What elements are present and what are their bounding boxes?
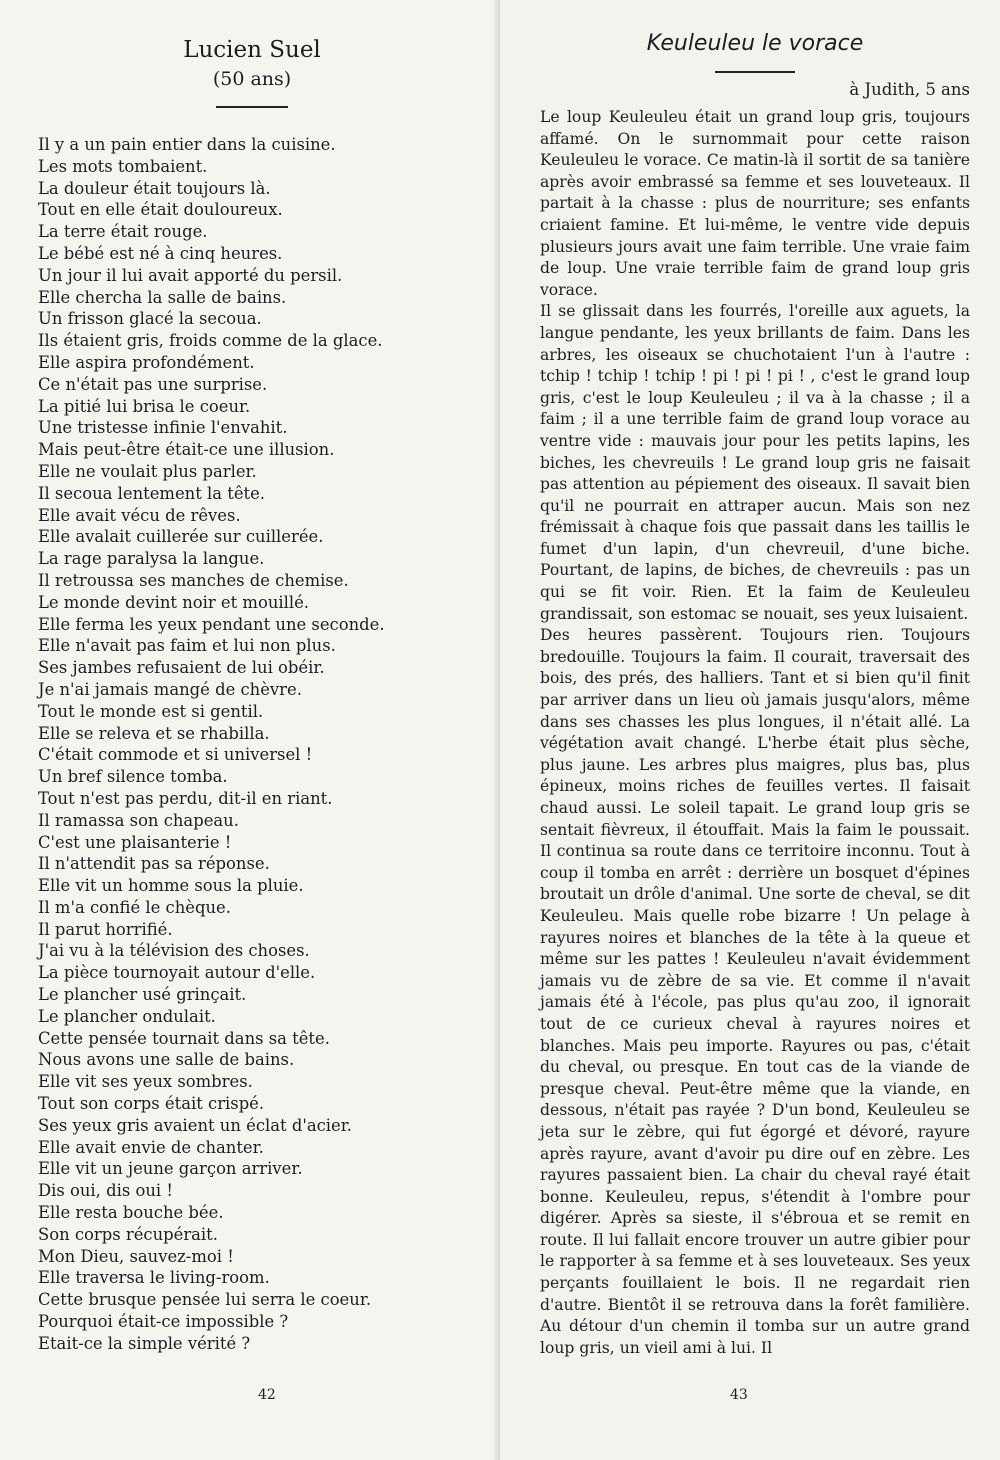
page-number-right: 43 (730, 1387, 748, 1403)
poem-line: Tout le monde est si gentil. (38, 701, 264, 721)
poem-line: Elle ne voulait plus parler. (38, 461, 257, 481)
poem-line: Elle aspira profondément. (38, 352, 255, 372)
poem-line: Je n'ai jamais mangé de chèvre. (38, 679, 302, 699)
poem-line: La rage paralysa la langue. (38, 549, 265, 569)
poem-line: Le plancher usé grinçait. (38, 985, 247, 1005)
poem-line: Son corps récupérait. (38, 1224, 218, 1244)
poem-line: Elle vit un jeune garçon arriver. (38, 1159, 303, 1179)
poem-line: Cette pensée tournait dans sa tête. (38, 1028, 330, 1048)
poem-line: Tout n'est pas perdu, dit-il en riant. (38, 788, 333, 808)
poem-line: Elle se releva et se rhabilla. (38, 723, 270, 743)
poem-line: Elle avalait cuillerée sur cuillerée. (38, 527, 324, 547)
poem-line: La terre était rouge. (38, 222, 208, 242)
poem-line: Elle avait vécu de rêves. (38, 505, 241, 525)
poem-line: Dis oui, dis oui ! (38, 1181, 173, 1201)
poem-line: Elle ferma les yeux pendant une seconde. (38, 614, 385, 634)
poem-line: Elle traversa le living-room. (38, 1268, 270, 1288)
poem-line: Il m'a confié le chèque. (38, 897, 231, 917)
poem-line: C'était commode et si universel ! (38, 745, 313, 765)
poem-line: Elle vit un homme sous la pluie. (38, 876, 304, 896)
dedication: à Judith, 5 ans (849, 80, 970, 99)
page-number-left: 42 (258, 1387, 276, 1403)
poem-line: Elle resta bouche bée. (38, 1203, 224, 1223)
poem-line: Pourquoi était-ce impossible ? (38, 1312, 289, 1332)
poem-line: Il parut horrifié. (38, 919, 173, 939)
poem-line: Les mots tombaient. (38, 156, 208, 176)
title-rule (216, 106, 288, 108)
story-title-rule (715, 71, 795, 73)
poem-line: Un jour il lui avait apporté du persil. (38, 265, 343, 285)
poem-line: Elle n'avait pas faim et lui non plus. (38, 636, 336, 656)
story-paragraph: Il se glissait dans les fourrés, l'oreille aux aguets, la langue pendante, les yeux brillants de faim. Dans les arbres, les oiseaux se chuchotaient l'un à l'autre : tchip ! tchip ! tchip ! pi ! pi ! pi ! , c'est le grand loup gris, c'est le loup Keuleuleu ; il va à la chasse ; il a faim ; il a une terrible faim de grand loup vorace au ventre vide : mauvais jour pour les petits lapins, les biches, les chevreuils ! Le grand loup gris ne faisait pas attention au pépiement des oiseaux. Il savait bien qu'il ne pourrait en attraper aucun. Mais son nez frémissait à chaque fois que passait dans les taillis le fumet d'un lapin, d'un chevreuil, d'une biche. Pourtant, de lapins, de biches, de chevreuils : pas un qui se fit voir. Rien. Et la faim de Keuleuleu grandissait, son estomac se nouait, ses yeux luisaient. (540, 302, 970, 623)
poem-line: Un bref silence tomba. (38, 767, 228, 787)
poem-line: Ce n'était pas une surprise. (38, 374, 268, 394)
poem-line: Mais peut-être était-ce une illusion. (38, 440, 335, 460)
poem-line: Le monde devint noir et mouillé. (38, 592, 310, 612)
poem-line: La pièce tournoyait autour d'elle. (38, 963, 316, 983)
poem-line: Elle chercha la salle de bains. (38, 287, 287, 307)
poem-line: Cette brusque pensée lui serra le coeur. (38, 1290, 372, 1310)
poem-line: Une tristesse infinie l'envahit. (38, 418, 288, 438)
poem-line: Il retroussa ses manches de chemise. (38, 570, 349, 590)
poem-line: Ses jambes refusaient de lui obéir. (38, 658, 325, 678)
poem-line: Il n'attendit pas sa réponse. (38, 854, 270, 874)
poem-line: Nous avons une salle de bains. (38, 1050, 295, 1070)
poem-line: Il y a un pain entier dans la cuisine. (38, 135, 336, 154)
story-paragraph: Le loup Keuleuleu était un grand loup gris, toujours affamé. On le surnommait pour cette raison Keuleuleu le vorace. Ce matin-là il sortit de sa tanière après avoir embrassé sa femme et ses louveteaux. Il partait à la chasse : plus de nourriture; ses enfants criaient famine. Et lui-même, le ventre vide depuis plusieurs jours avait une faim terrible. Une vraie faim de loup. Une vraie terrible faim de grand loup gris vorace. (540, 108, 970, 299)
poem-line: Tout son corps était crispé. (38, 1094, 265, 1114)
poem-line: Il secoua lentement la tête. (38, 483, 266, 503)
author-name: Lucien Suel (183, 37, 321, 63)
poem-line: Elle avait envie de chanter. (38, 1137, 264, 1157)
poem-line: Tout en elle était douloureux. (38, 200, 283, 220)
poem-line: Le plancher ondulait. (38, 1006, 216, 1026)
poem-line: La pitié lui brisa le coeur. (38, 396, 251, 416)
poem-lines (38, 134, 466, 1355)
poem-line: Ses yeux gris avaient un éclat d'acier. (38, 1115, 352, 1135)
author-age: (50 ans) (212, 68, 292, 90)
right-page (500, 0, 1000, 1460)
poem-line: Etait-ce la simple vérité ? (38, 1333, 251, 1353)
story-paragraph: Des heures passèrent. Toujours rien. Toujours bredouille. Toujours la faim. Il courait, traversait des bois, des prés, des halliers. Tant et si bien qu'il finit par arriver dans un lieu où jamais jusqu'alors, même dans ses chasses les plus longues, il n'était allé. La végétation avait changé. L'herbe était plus sèche, plus jaune. Les arbres plus maigres, plus bas, plus épineux, moins riches de feuilles vertes. Il faisait chaud aussi. Le soleil tapait. Le grand loup gris se sentait fièvreux, il étouffait. Mais la faim le poussait. Il continua sa route dans ce territoire inconnu. Tout à coup il tomba en arrêt : derrière un bosquet d'épines broutait un drôle d'animal. Une sorte de cheval, se dit Keuleuleu. Mais quelle robe bizarre ! Un pelage à rayures noires et blanches de la tête à la queue et même sur les pattes ! Keuleuleu n'avait évidemment jamais vu de zèbre de sa vie. Et comme il n'avait jamais été à l'école, pas plus qu'au zoo, il ignorait tout de ce curieux cheval à rayures noires et blanches. Mais peu importe. Rayures ou pas, c'était du cheval, ou presque. En tout cas de la viande de presque cheval. Peut-être même que la viande, en dessous, n'était pas rayée ? D'un bond, Keuleuleu se jeta sur le zèbre, qui fut égorgé et dévoré, rayure après rayure, avant d'avoir pu dire ouf en zèbre. Les rayures passaient bien. La chair du cheval rayé était bonne. Keuleuleu, repus, s'étendit à l'ombre pour digérer. Après sa sieste, il s'ébroua et se remit en route. Il lui fallait encore trouver un autre gibier pour le rapporter à sa femme et à ses louveteaux. Ses yeux perçants fouillaient le bois. Il ne regardait rien d'autre. Bientôt il se retrouva dans la forêt familière. Au détour d'un chemin il tomba sur un autre grand loup gris, un vieil ami à lui. Il (540, 626, 970, 1357)
poem-line: Elle vit ses yeux sombres. (38, 1072, 253, 1092)
poem-line: Un frisson glacé la secoua. (38, 309, 262, 329)
poem-line: Le bébé est né à cinq heures. (38, 243, 283, 263)
poem-line: C'est une plaisanterie ! (38, 832, 232, 852)
poem-line: Ils étaient gris, froids comme de la glace. (38, 331, 383, 351)
poem-line: Mon Dieu, sauvez-moi ! (38, 1246, 234, 1266)
poem-line: La douleur était toujours là. (38, 178, 271, 198)
poem-line: J'ai vu à la télévision des choses. (38, 941, 310, 961)
story-title: Keuleuleu le vorace (646, 31, 864, 56)
poem-line: Il ramassa son chapeau. (38, 810, 239, 830)
